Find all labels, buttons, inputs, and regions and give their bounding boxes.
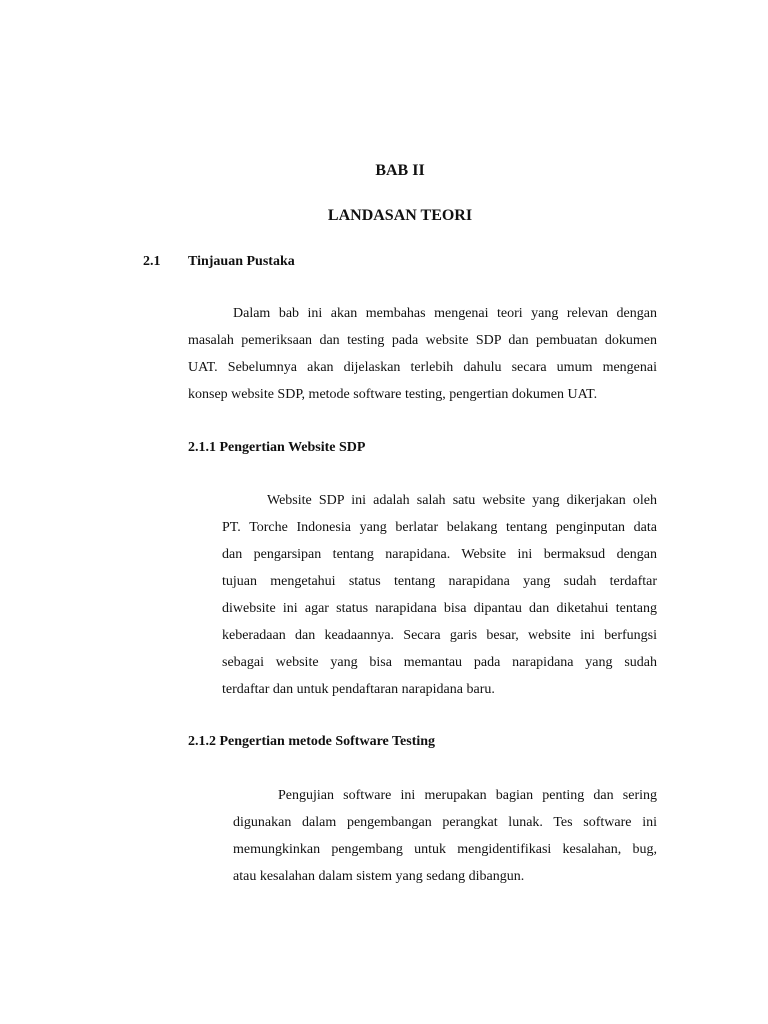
- paragraph-line: atau kesalahan dalam sistem yang sedang dibangun.: [233, 869, 525, 884]
- software-testing-paragraph: [233, 782, 657, 890]
- paragraph-line: UAT. Sebelumnya akan dijelaskan terlebih dahulu secara umum mengenai: [188, 360, 657, 375]
- subsection-heading-software-testing: 2.1.2 Pengertian metode Software Testing: [188, 734, 436, 749]
- paragraph-line: digunakan dalam pengembangan perangkat lunak. Tes software ini: [233, 815, 657, 830]
- intro-paragraph: [188, 300, 657, 408]
- paragraph-line: sebagai website yang bisa memantau pada narapidana yang sudah: [222, 655, 657, 670]
- section-number: 2.1: [143, 254, 161, 269]
- paragraph-line: PT. Torche Indonesia yang berlatar belakang tentang penginputan data: [222, 520, 657, 535]
- website-sdp-paragraph: [222, 487, 657, 703]
- paragraph-line: Dalam bab ini akan membahas mengenai teori yang relevan dengan: [233, 306, 657, 321]
- paragraph-line: Pengujian software ini merupakan bagian penting dan sering: [278, 788, 657, 803]
- paragraph-line: terdaftar dan untuk pendaftaran narapidana baru.: [222, 682, 495, 697]
- chapter-number: BAB II: [375, 162, 425, 179]
- paragraph-line: Website SDP ini adalah salah satu website yang dikerjakan oleh: [267, 493, 657, 508]
- paragraph-line: tujuan mengetahui status tentang narapidana yang sudah terdaftar: [222, 574, 657, 589]
- subsection-heading-website-sdp: 2.1.1 Pengertian Website SDP: [188, 440, 366, 455]
- paragraph-line: konsep website SDP, metode software testing, pengertian dokumen UAT.: [188, 387, 598, 402]
- section-title: Tinjauan Pustaka: [188, 254, 295, 269]
- paragraph-line: masalah pemeriksaan dan testing pada website SDP dan pembuatan dokumen: [188, 333, 657, 348]
- paragraph-line: keberadaan dan keadaannya. Secara garis besar, website ini berfungsi: [222, 628, 657, 643]
- paragraph-line: dan pengarsipan tentang narapidana. Website ini bermaksud dengan: [222, 547, 657, 562]
- section-heading: [143, 254, 295, 270]
- paragraph-line: memungkinkan pengembang untuk mengidentifikasi kesalahan, bug,: [233, 842, 657, 857]
- paragraph-line: diwebsite ini agar status narapidana bisa dipantau dan diketahui tentang: [222, 601, 657, 616]
- chapter-title: LANDASAN TEORI: [327, 207, 473, 224]
